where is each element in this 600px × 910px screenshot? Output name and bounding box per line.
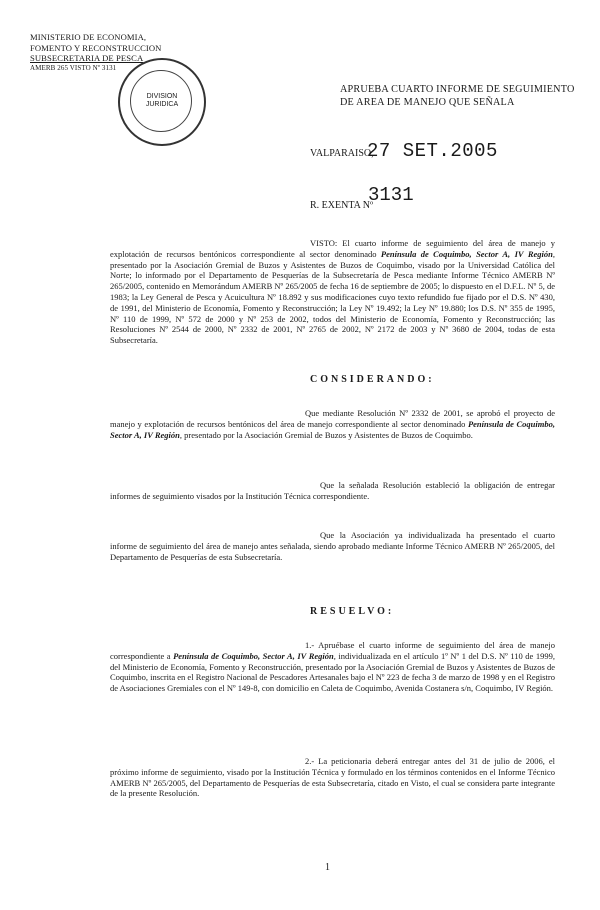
ministry-line-2: FOMENTO Y RECONSTRUCCION	[30, 42, 162, 53]
considerando-2	[110, 480, 555, 502]
page-number: 1	[325, 862, 330, 873]
visto-sector: Península de Coquimbo, Sector A, IV Región	[380, 248, 553, 259]
r1-text-a: 1.- Apruébase el cuarto informe de seguimiento del área de manejo correspondiente a	[110, 640, 555, 661]
ministry-line-3: SUBSECRETARIA DE PESCA	[30, 53, 144, 64]
juridica-stamp	[118, 58, 206, 146]
visto-paragraph	[110, 238, 555, 346]
r1-text-b: , individualizada en el artículo 1º Nº 1 del D.S. Nº 110 de 1999, del Ministerio de Economía, Fomento y Reconstrucción, presentado por la Asociación Gremial de Buzos y Asistentes de Buzos de Coquimbo, inscrita en el Registro Nacional de Pescadores Artesanales bajo el Nº 223 de fecha 3 de marzo de 1998 y en el Registro de Asociaciones Gremiales con el Nº 149-8, con domicilio en Caleta de Coquimbo, Avenida Costanera s/n, Coquimbo, IV Región.	[110, 650, 555, 694]
c1-text-a: Que mediante Resolución Nº 2332 de 2001, se aprobó el proyecto de manejo y explotación de recursos bentónicos del área de manejo correspondiente al sector denominado	[110, 408, 555, 429]
ministry-line-4: AMERB 265 VISTO Nº 3131	[30, 63, 117, 72]
title-line-1: APRUEBA CUARTO INFORME DE SEGUIMIENTO	[340, 84, 575, 95]
c3-text: Que la Asociación ya individualizada ha presentado el cuarto informe de seguimiento del área de manejo antes señalada, siendo aprobado mediante Informe Técnico AMERB Nº 265/2005, del Departamento de Pesquerías de esta Subsecretaría.	[110, 530, 555, 562]
stamp-text: DIVISION JURIDICA	[145, 93, 179, 108]
exenta-number: 3131	[368, 184, 414, 206]
resuelvo-1	[110, 640, 555, 694]
place-label: VALPARAISO,	[310, 148, 374, 159]
c2-text: Que la señalada Resolución estableció la obligación de entregar informes de seguimiento visados por la Institución Técnica correspondiente.	[110, 480, 555, 501]
r1-sector: Península de Coquimbo, Sector A, IV Región	[173, 650, 334, 661]
r2-text: 2.- La peticionaria deberá entregar antes del 31 de julio de 2006, el próximo informe de seguimiento, visado por la Institución Técnica y formulado en los términos contenidos en el Informe Técnico AMERB Nº 265/2005, del Departamento de Pesquerías de esta Subsecretaría, citado en Visto, el cual se considera parte integrante de la presente Resolución.	[110, 756, 555, 799]
c1-sector: Península de Coquimbo, Sector A, IV Región	[110, 418, 555, 440]
title-line-2: DE AREA DE MANEJO QUE SEÑALA	[340, 96, 515, 108]
considerando-1	[110, 408, 555, 440]
date-stamp: 27 SET.2005	[367, 140, 498, 162]
considerando-heading: CONSIDERANDO:	[310, 374, 435, 385]
visto-text-2: , presentado por la Asociación Gremial de Buzos y Asistentes de Buzos de Coquimbo, visado por la Universidad Católica del Norte; lo informado por el Departamento de Pesquerías de la Subsecretaría de Pesca mediante Informe Técnico AMERB Nº 265/2005, contenido en Memorándum AMERB Nº 265/2005 de fecha 16 de septiembre de 2005; lo dispuesto en el D.F.L. Nº 5, de 1983; la Ley General de Pesca y Acuicultura Nº 18.892 y sus modificaciones cuyo texto refundido fue fijado por el D.S. Nº 430, de 1991, del Ministerio de Economía, Fomento y Reconstrucción; la Ley Nº 19.492; la Ley Nº 19.880; los D.S. Nº 355 de 1995, Nº 110 de 1999, Nº 572 de 2000 y Nº 253 de 2002, todos del Ministerio de Economía, Fomento y Reconstrucción; las Resoluciones Nº 2544 de 2000, Nº 2332 de 2001, Nº 2765 de 2002, Nº 2172 de 2003 y Nº 3680 de 2004, todas de esta Subsecretaría.	[110, 248, 555, 346]
visto-text-1: VISTO: El cuarto informe de seguimiento del área de manejo y explotación de recursos bentónicos correspondiente al sector denominado	[110, 238, 555, 259]
c1-text-b: , presentado por la Asociación Gremial de Buzos y Asistentes de Buzos de Coquimbo.	[179, 429, 473, 440]
document-title	[340, 84, 575, 109]
resuelvo-2	[110, 756, 555, 799]
considerando-3	[110, 530, 555, 562]
ministry-line-1: MINISTERIO DE ECONOMIA,	[30, 32, 147, 42]
exenta-label: R. EXENTA Nº	[310, 200, 374, 211]
ministry-header	[30, 32, 220, 73]
resuelvo-heading: RESUELVO:	[310, 606, 395, 617]
